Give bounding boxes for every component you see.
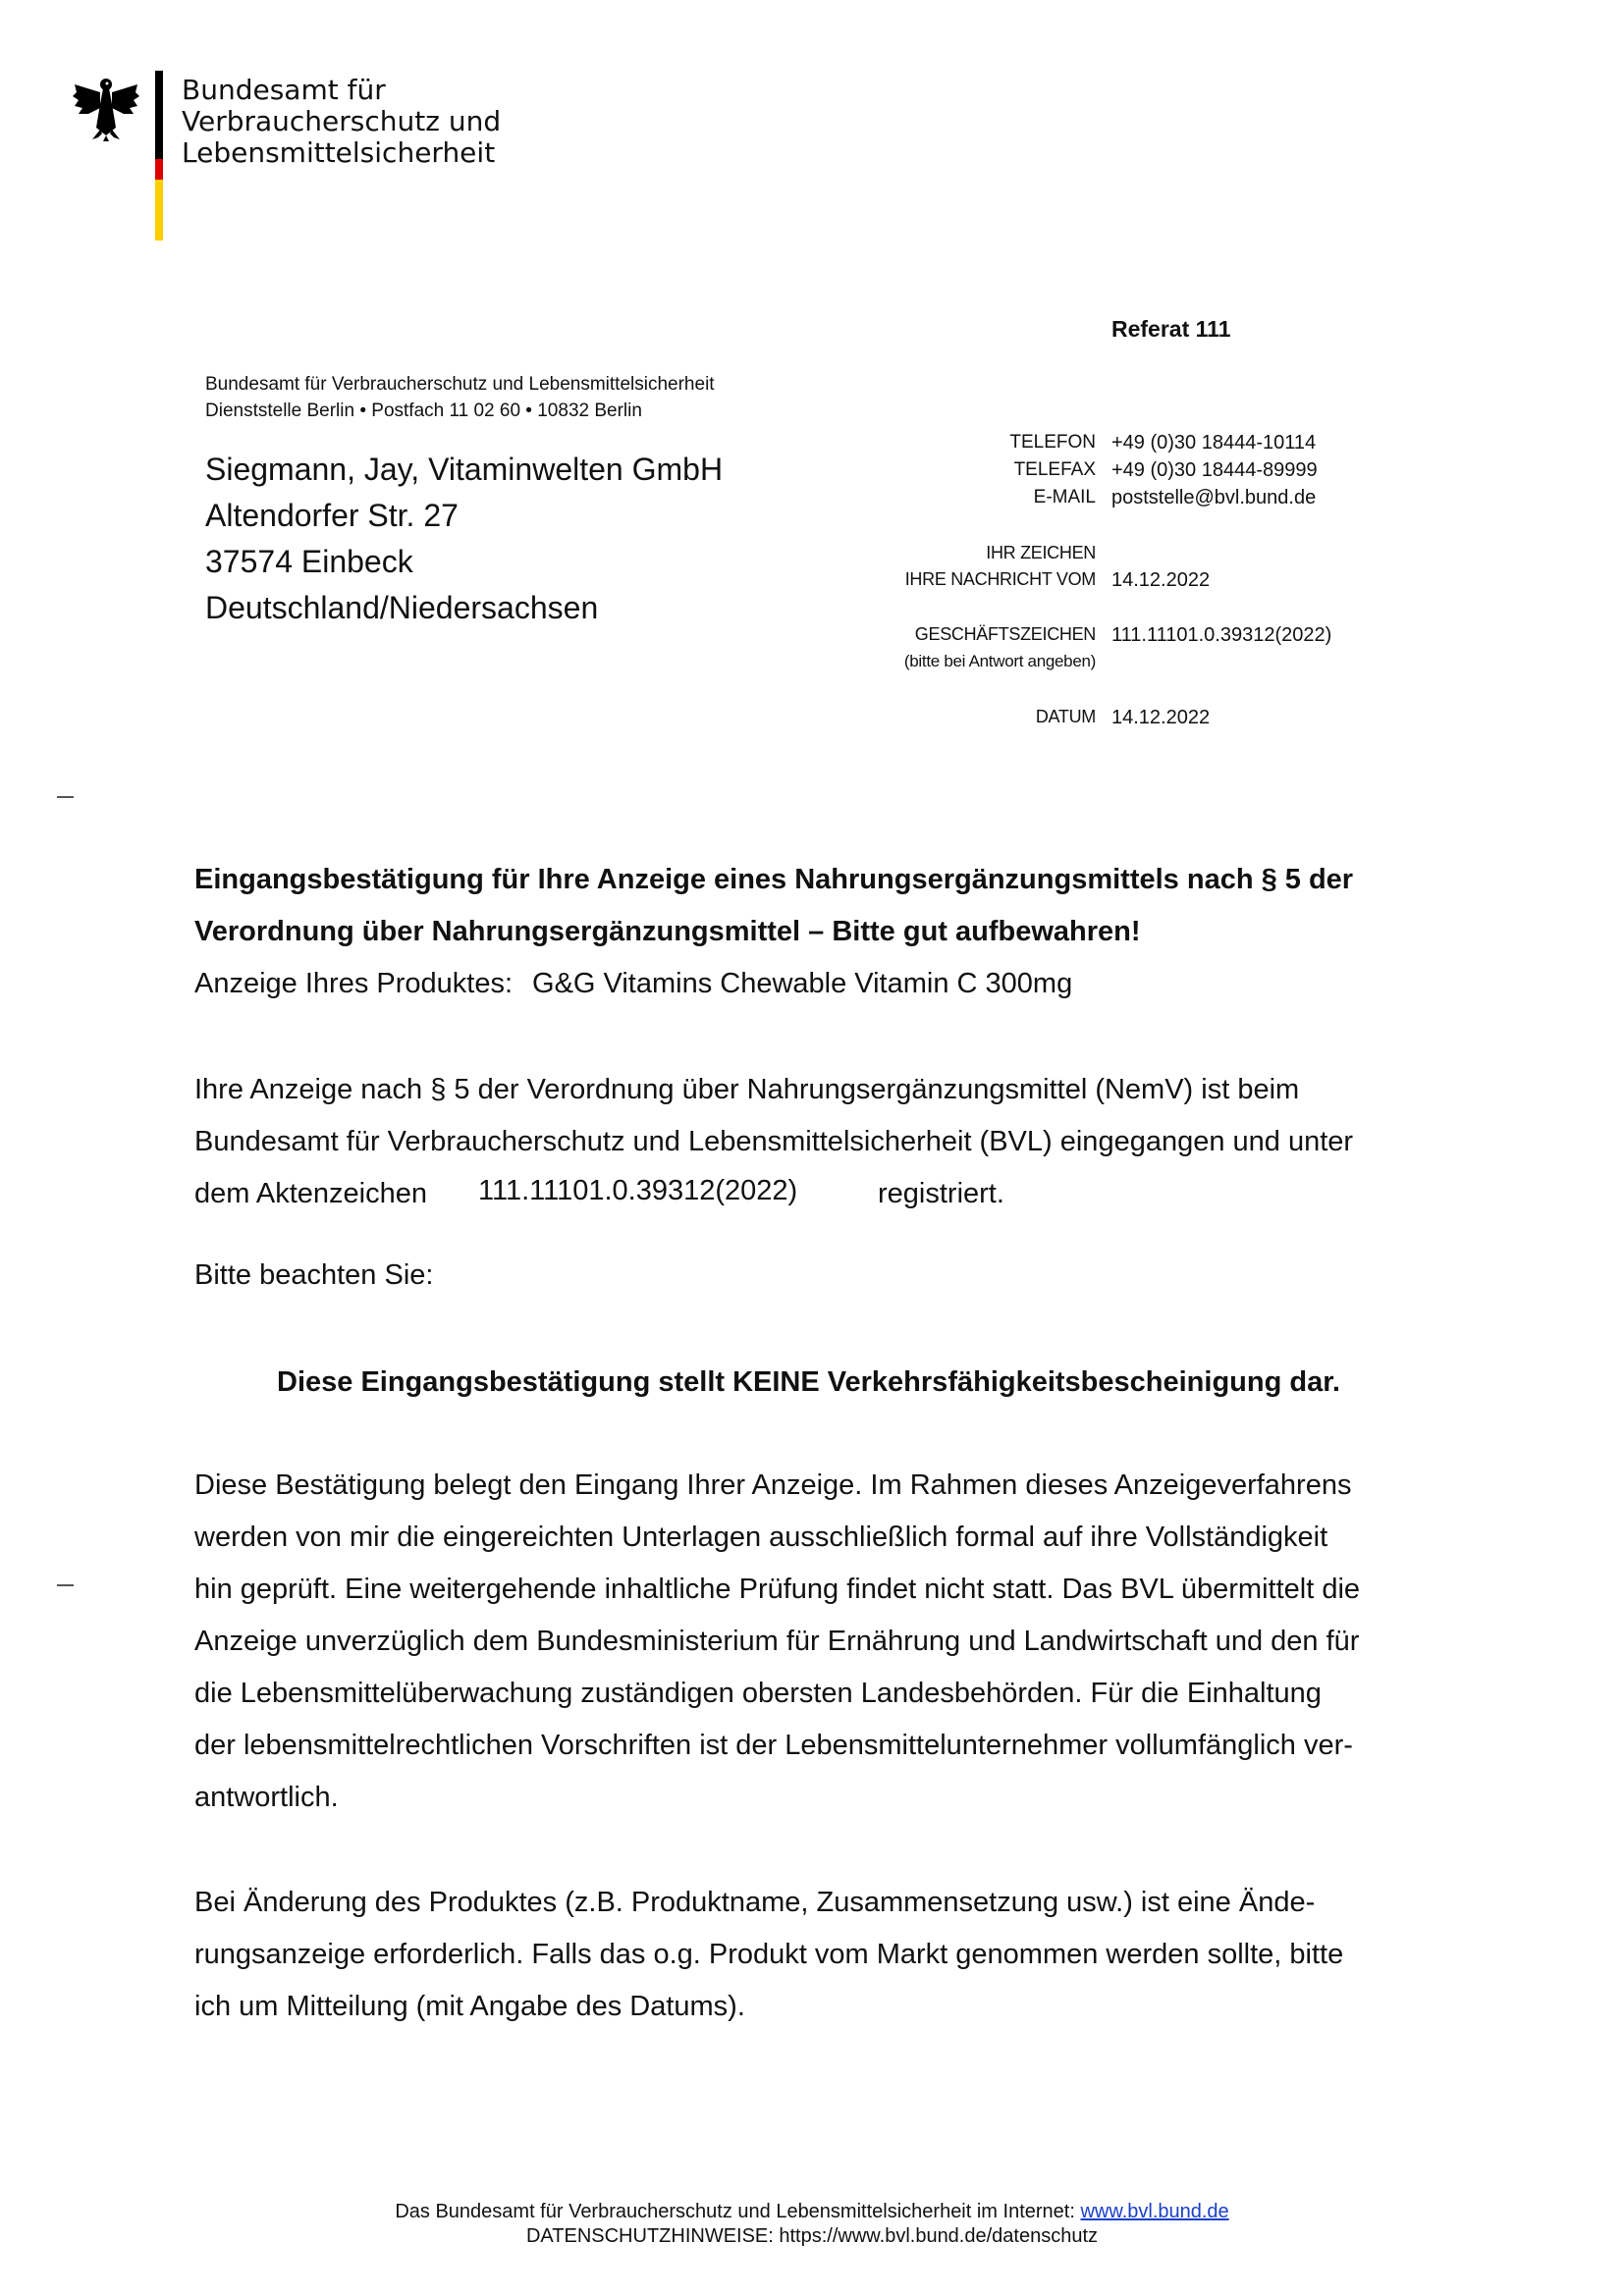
- paragraph-line: hin geprüft. Eine weitergehende inhaltliche Prüfung findet nicht statt. Das BVL übermittelt die: [194, 1574, 1361, 1605]
- recipient-line: Altendorfer Str. 27: [205, 498, 459, 533]
- product-label: Anzeige Ihres Produktes:: [194, 968, 514, 999]
- federal-eagle-icon: [71, 71, 141, 141]
- notice-text: Diese Eingangsbestätigung stellt KEINE Verkehrsfähigkeitsbescheinigung dar.: [277, 1366, 1340, 1398]
- paragraph-line: ich um Mitteilung (mit Angabe des Datums).: [194, 1991, 745, 2022]
- flag-stripe-gold: [155, 180, 163, 240]
- aktenzeichen-value: 111.11101.0.39312(2022): [478, 1175, 798, 1206]
- fold-mark: [57, 796, 74, 798]
- paragraph-line: Bundesamt für Verbraucherschutz und Lebensmittelsicherheit (BVL) eingegangen und unter: [194, 1126, 1354, 1157]
- paragraph-line: antwortlich.: [194, 1782, 339, 1813]
- sender-address: [205, 371, 715, 424]
- geschaeftszeichen-hint: (bitte bei Antwort angeben): [903, 652, 1096, 670]
- paragraph-line: Diese Bestätigung belegt den Eingang Ihrer Anzeige. Im Rahmen dieses Anzeigeverfahrens: [194, 1469, 1352, 1501]
- department-label: Referat 111: [1111, 316, 1231, 342]
- subject-line: Eingangsbestätigung für Ihre Anzeige eines Nahrungsergänzungsmittels nach § 5 der: [194, 864, 1354, 895]
- recipient-line: Deutschland/Niedersachsen: [205, 590, 599, 625]
- agency-logo-text: [182, 75, 501, 169]
- sender-line: Dienststelle Berlin • Postfach 11 02 60 • 10832 Berlin: [205, 400, 642, 421]
- ihre-nachricht-label: IHRE NACHRICHT VOM: [904, 569, 1096, 589]
- geschaeftszeichen-value: 111.11101.0.39312(2022): [1111, 624, 1332, 646]
- flag-stripe-black: [155, 71, 163, 159]
- recipient-line: 37574 Einbeck: [205, 544, 413, 579]
- ihre-nachricht-value: 14.12.2022: [1111, 569, 1211, 591]
- paragraph-line: [194, 1168, 1004, 1220]
- logo-line: Verbraucherschutz und: [182, 105, 502, 137]
- paragraph-line: der lebensmittelrechtlichen Vorschriften ist der Lebensmittelunternehmer vollumfänglich ver-: [194, 1730, 1353, 1761]
- logo-line: Bundesamt für: [182, 74, 386, 106]
- subject-line: Verordnung über Nahrungsergänzungsmittel – Bitte gut aufbewahren!: [194, 916, 1141, 947]
- footer-text: Das Bundesamt für Verbraucherschutz und Lebensmittelsicherheit im Internet:: [395, 2201, 1075, 2222]
- product-name: G&G Vitamins Chewable Vitamin C 300mg: [532, 968, 1073, 999]
- paragraph-line: werden von mir die eingereichten Unterlagen ausschließlich formal auf ihre Vollständigkeit: [194, 1522, 1328, 1553]
- geschaeftszeichen-label: GESCHÄFTSZEICHEN: [914, 624, 1096, 644]
- footer-privacy: DATENSCHUTZHINWEISE: https://www.bvl.bund.de/datenschutz: [525, 2225, 1099, 2247]
- aktenzeichen-prefix: dem Aktenzeichen: [194, 1178, 427, 1209]
- telefax-value: +49 (0)30 18444-89999: [1111, 459, 1318, 481]
- telefax-label: TELEFAX: [1013, 459, 1096, 480]
- aktenzeichen-suffix: registriert.: [878, 1178, 1004, 1209]
- fold-mark: [57, 1584, 74, 1586]
- datum-value: 14.12.2022: [1111, 707, 1211, 728]
- sender-line: Bundesamt für Verbraucherschutz und Lebensmittelsicherheit: [205, 374, 715, 395]
- footer-line: [0, 2200, 1624, 2223]
- paragraph-line: Bei Änderung des Produktes (z.B. Produktname, Zusammensetzung usw.) ist eine Ände-: [194, 1887, 1316, 1918]
- note-intro: Bitte beachten Sie:: [194, 1259, 434, 1291]
- recipient-address: [205, 447, 723, 631]
- datum-label: DATUM: [1035, 707, 1096, 726]
- product-line: [194, 958, 1072, 1010]
- email-label: E-MAIL: [1033, 487, 1096, 507]
- telefon-label: TELEFON: [1009, 432, 1096, 453]
- recipient-line: Siegmann, Jay, Vitaminwelten GmbH: [205, 452, 724, 487]
- paragraph-line: Ihre Anzeige nach § 5 der Verordnung über Nahrungsergänzungsmittel (NemV) ist beim: [194, 1074, 1300, 1105]
- paragraph-line: rungsanzeige erforderlich. Falls das o.g. Produkt vom Markt genommen werden sollte, bitte: [194, 1939, 1344, 1970]
- paragraph-line: die Lebensmittelüberwachung zuständigen obersten Landesbehörden. Für die Einhaltung: [194, 1678, 1322, 1709]
- paragraph-line: Anzeige unverzüglich dem Bundesministerium für Ernährung und Landwirtschaft und den für: [194, 1626, 1360, 1657]
- logo-line: Lebensmittelsicherheit: [182, 136, 496, 169]
- telefon-value: +49 (0)30 18444-10114: [1111, 432, 1317, 454]
- ihr-zeichen-label: IHR ZEICHEN: [986, 543, 1096, 562]
- email-value: poststelle@bvl.bund.de: [1111, 487, 1317, 508]
- website-link[interactable]: www.bvl.bund.de: [1080, 2201, 1229, 2222]
